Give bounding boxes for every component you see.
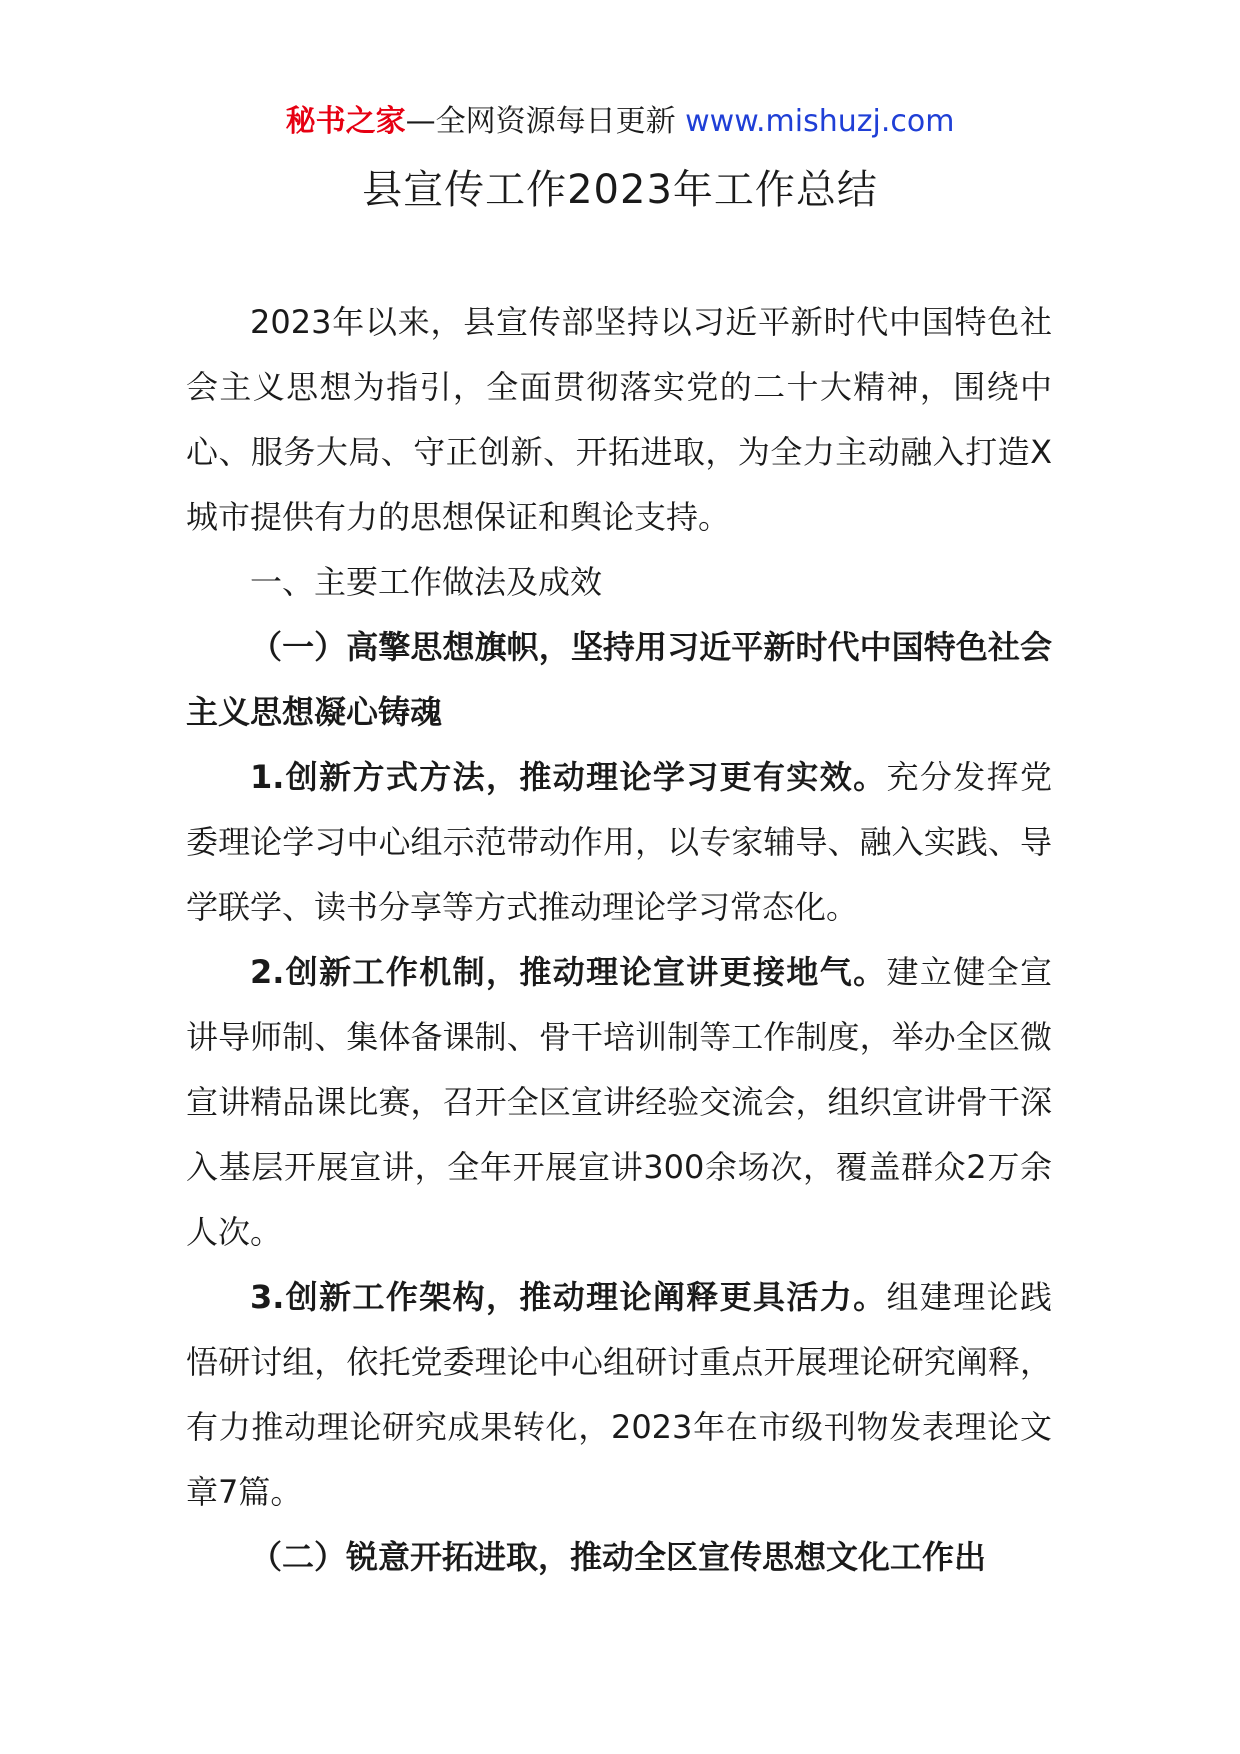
document-title: 县宣传工作2023年工作总结 bbox=[362, 167, 878, 213]
section-heading: 一、主要工作做法及成效 bbox=[250, 563, 603, 601]
item-paragraph-2 bbox=[186, 940, 1052, 1265]
item-text-1: 充分发挥党委理论学习中心组示范带动作用，以专家辅导、融入实践、导学联学、读书分享等方式推动理论学习常态化。 bbox=[186, 758, 1052, 926]
subsection-heading-2: （二）锐意开拓进取，推动全区宣传思想文化工作出 bbox=[250, 1538, 987, 1576]
subsection-heading-1: （一）高擎思想旗帜，坚持用习近平新时代中国特色社会主义思想凝心铸魂 bbox=[186, 628, 1052, 731]
brand-name: 秘书之家 bbox=[285, 104, 406, 139]
item-paragraph-3 bbox=[186, 1265, 1052, 1525]
site-banner bbox=[0, 100, 1240, 144]
item-text-3: 组建理论践悟研讨组，依托党委理论中心组研讨重点开展理论研究阐释，有力推动理论研究成果转化，2023年在市级刊物发表理论文章7篇。 bbox=[186, 1278, 1052, 1511]
item-lead-1: 1.创新方式方法，推动理论学习更有实效。 bbox=[250, 758, 887, 796]
item-lead-2: 2.创新工作机制，推动理论宣讲更接地气。 bbox=[250, 953, 887, 991]
intro-paragraph: 2023年以来，县宣传部坚持以习近平新时代中国特色社会主义思想为指引，全面贯彻落实党的二十大精神，围绕中心、服务大局、守正创新、开拓进取，为全力主动融入打造X城市提供有力的思想保证和舆论支持。 bbox=[186, 303, 1052, 536]
item-text-2: 建立健全宣讲导师制、集体备课制、骨干培训制等工作制度，举办全区微宣讲精品课比赛，召开全区宣讲经验交流会，组织宣讲骨干深入基层开展宣讲，全年开展宣讲300余场次，覆盖群众2万余人次。 bbox=[186, 953, 1052, 1251]
brand-slogan: —全网资源每日更新 bbox=[405, 104, 676, 139]
site-url-link[interactable]: www.mishuzj.com bbox=[685, 104, 955, 139]
document-body bbox=[186, 290, 1052, 1590]
item-lead-3: 3.创新工作架构，推动理论阐释更具活力。 bbox=[250, 1278, 887, 1316]
item-paragraph-1 bbox=[186, 745, 1052, 940]
